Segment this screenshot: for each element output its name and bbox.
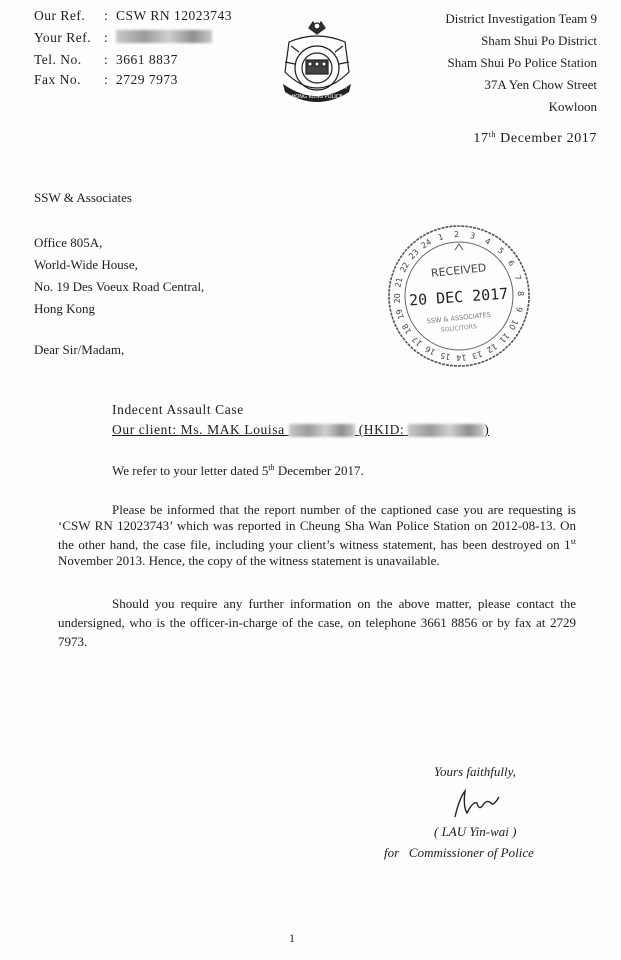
stamp-number: 8 (515, 290, 526, 297)
stamp-number: 24 (419, 237, 433, 251)
stamp-received: RECEIVED (430, 261, 487, 280)
sender-line-4: 37A Yen Chow Street (484, 77, 597, 92)
paragraph-1 (112, 463, 364, 479)
p1-text-a: We refer to your letter dated 5 (112, 463, 269, 478)
sender-line-3: Sham Shui Po Police Station (447, 55, 597, 70)
recipient-line-1: Office 805A, (34, 235, 103, 250)
fax-label: Fax No. (34, 72, 81, 87)
stamp-number: 2 (453, 229, 460, 240)
stamp-number: 3 (469, 231, 477, 241)
stamp-sub: SOLICITORS (440, 323, 478, 334)
recipient-line-4: Hong Kong (34, 301, 96, 316)
emblem-ring-text: HONG KONG POLICE (291, 94, 343, 100)
hkid-prefix: (HKID: (358, 422, 405, 437)
our-ref-colon: : (104, 8, 109, 23)
stamp-number: 11 (497, 330, 511, 345)
recipient-address (34, 232, 204, 320)
date-rest: December 2017 (500, 131, 597, 146)
stamp-number: 15 (439, 350, 452, 362)
your-ref-redaction (116, 30, 212, 43)
client-prefix: Our client: Ms. MAK Louisa (112, 422, 285, 437)
stamp-number: 19 (394, 307, 407, 321)
your-ref-colon: : (104, 30, 109, 45)
date-suffix: th (488, 130, 497, 139)
stamp-number: 13 (470, 348, 484, 361)
letter-date (473, 130, 597, 147)
signature-icon (451, 787, 503, 823)
tel-colon: : (104, 52, 109, 67)
emblem-left-text: 1844 (290, 84, 301, 89)
emblem-right-text: 警務處 (335, 84, 347, 89)
fax-row (34, 72, 178, 88)
stamp-number: 7 (512, 274, 523, 282)
stamp-date: 20 DEC 2017 (408, 284, 509, 310)
paragraph-3: Should you require any further information on the above matter, please contact the undersigned, who is the officer-in-charge of the case, on telephone 3661 8856 or by fax at 2729 7973. (58, 596, 576, 649)
recipient-line-3: No. 19 Des Voeux Road Central, (34, 279, 205, 294)
stamp-number: 22 (398, 260, 411, 274)
subject-line: Indecent Assault Case (112, 402, 244, 417)
page-number: 1 (289, 931, 295, 945)
police-emblem-icon (277, 12, 357, 107)
stamp-org: SSW & ASSOCIATES (426, 310, 492, 326)
stamp-number: 5 (495, 245, 506, 256)
closing-for: for (384, 845, 400, 860)
stamp-number: 10 (507, 318, 520, 332)
date-day: 17 (473, 131, 489, 146)
sender-line-5: Kowloon (548, 99, 597, 114)
signatory-title (384, 845, 534, 861)
sender-line-2: Sham Shui Po District (481, 33, 597, 48)
recipient-name: SSW & Associates (34, 190, 132, 205)
stamp-number: 17 (410, 334, 425, 348)
our-ref-label: Our Ref. (34, 8, 86, 23)
p1-text-b: December 2017. (274, 463, 364, 478)
subject-client (112, 422, 489, 438)
p2-text-a: Please be informed that the report number of the captioned case you are requesting is ‘CSW RN 12023743’ which was reported in Cheung Sha Wan Police Station on 2012-08-13. On the other hand, the case file, including your client’s witness statement, has been destroyed on 1 (58, 502, 576, 552)
p1-sup: th (268, 463, 275, 472)
fax-value: 2729 7973 (116, 72, 178, 87)
closing-title: Commissioner of Police (408, 845, 534, 860)
stamp-number: 12 (485, 341, 499, 355)
our-ref-row (34, 8, 232, 24)
received-stamp (385, 222, 533, 370)
stamp-number: 9 (514, 306, 524, 314)
client-name-redaction (289, 424, 355, 437)
stamp-number: 6 (505, 258, 517, 268)
stamp-number: 23 (407, 247, 421, 262)
p2-sup: st (570, 537, 576, 546)
stamp-number: 16 (423, 344, 437, 357)
stamp-number: 1 (437, 232, 445, 243)
sender-line-1: District Investigation Team 9 (445, 11, 597, 26)
salutation: Dear Sir/Madam, (34, 342, 125, 357)
tel-row (34, 52, 178, 68)
tel-label: Tel. No. (34, 52, 82, 67)
our-ref-value: CSW RN 12023743 (116, 8, 233, 23)
fax-colon: : (104, 72, 109, 87)
stamp-number: 4 (483, 236, 493, 247)
signatory-name: ( LAU Yin-wai ) (434, 824, 517, 839)
your-ref-row (34, 30, 212, 46)
stamp-number: 20 (392, 293, 403, 304)
stamp-number: 14 (456, 352, 467, 363)
tel-value: 3661 8837 (116, 52, 178, 67)
closing-yours: Yours faithfully, (434, 764, 516, 779)
your-ref-label: Your Ref. (34, 30, 92, 45)
paragraph-2 (58, 502, 576, 569)
sender-address (445, 8, 597, 118)
hkid-redaction (408, 424, 484, 437)
p2-text-b: November 2013. Hence, the copy of the witness statement is unavailable. (58, 553, 440, 568)
hkid-suffix: ) (484, 422, 490, 437)
stamp-number: 21 (393, 276, 405, 289)
stamp-number: 18 (400, 322, 414, 336)
recipient-line-2: World-Wide House, (34, 257, 138, 272)
